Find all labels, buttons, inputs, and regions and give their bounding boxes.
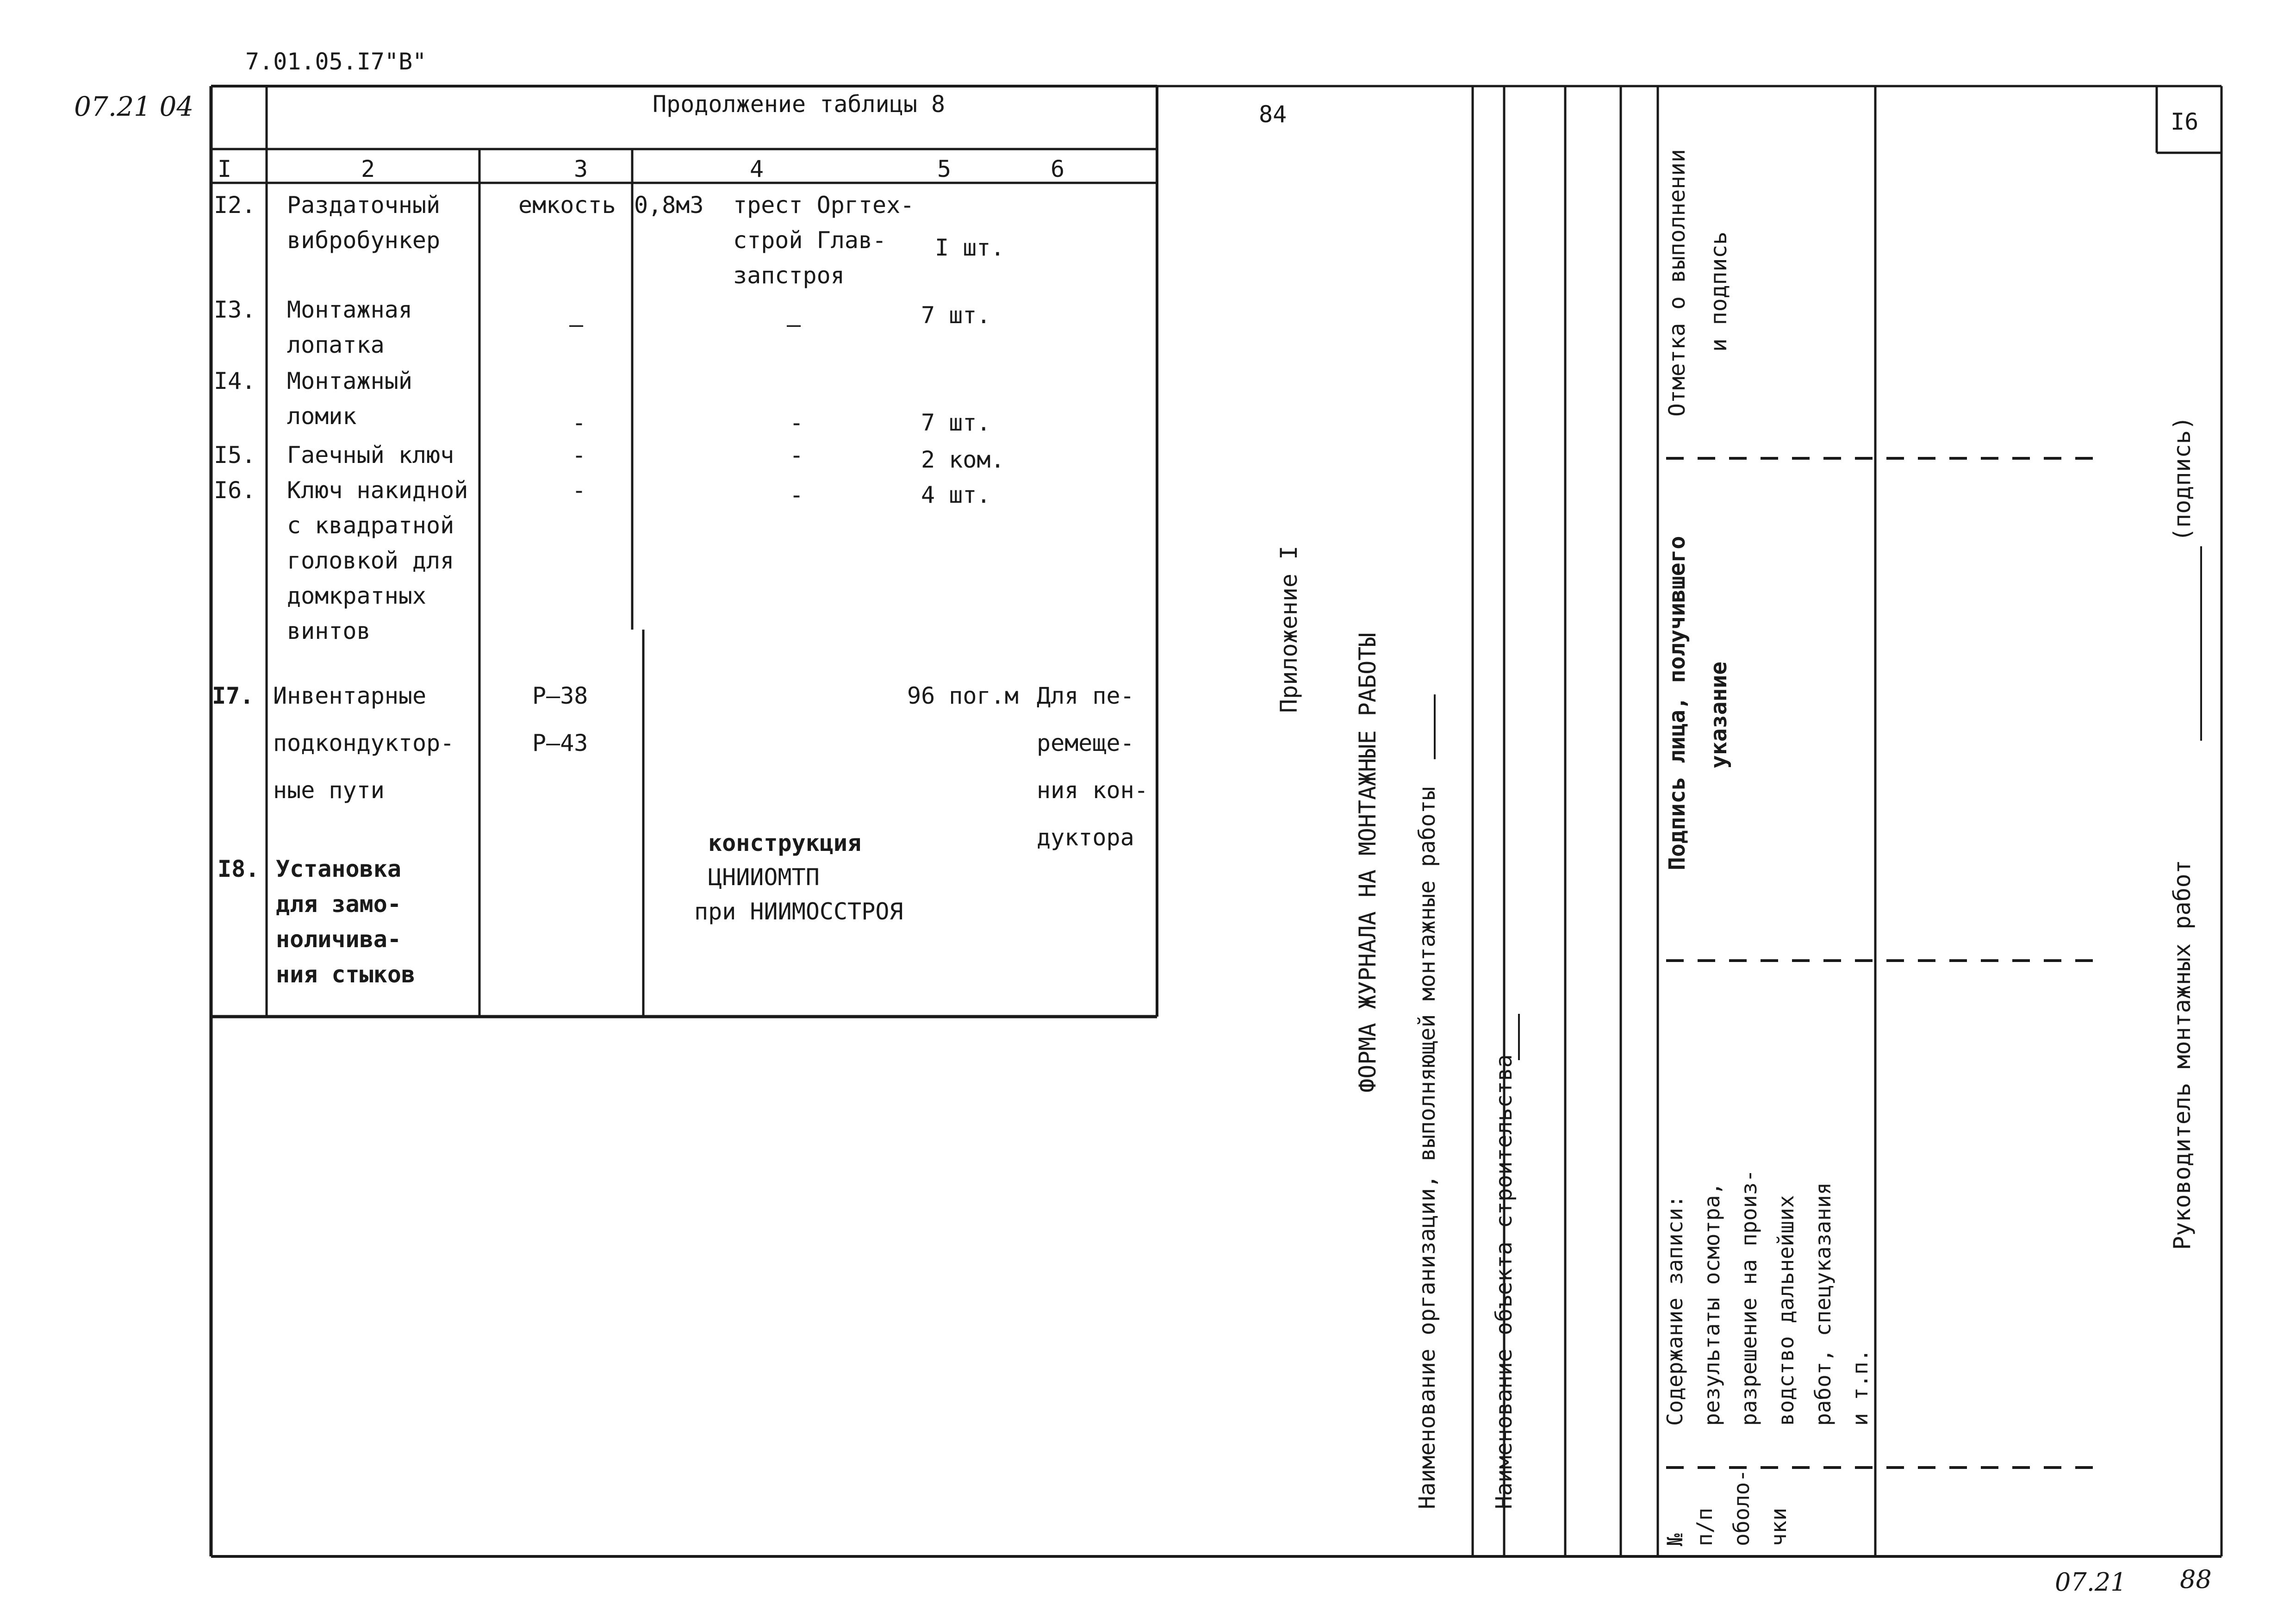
- item-source: запстроя: [733, 262, 845, 289]
- sheet-number: I6: [2171, 108, 2199, 135]
- signature-hint: (подпись): [2169, 416, 2196, 542]
- item-type: –: [569, 311, 584, 338]
- item-name: ноличива-: [276, 926, 401, 953]
- item-note: ремеще-: [1037, 730, 1134, 756]
- item-name: винтов: [287, 618, 371, 644]
- item-note: дуктора: [1037, 824, 1134, 851]
- item-source: трест Оргтех-: [733, 192, 915, 219]
- col-mark: и подпись: [1706, 231, 1732, 352]
- footer-code: 07.21: [2055, 1568, 2127, 1597]
- item-source: -: [790, 442, 804, 468]
- col-header-2: 2: [361, 156, 375, 182]
- item-source: конструкция: [708, 830, 862, 856]
- item-volume: 0,8м3: [634, 192, 704, 219]
- form-title: ФОРМА ЖУРНАЛА НА МОНТАЖНЫЕ РАБОТЫ: [1354, 632, 1381, 1093]
- org-label: Наименование организации, выполняющей монтажные работы: [1414, 787, 1440, 1509]
- col-header-4: 4: [750, 156, 764, 182]
- col-content: разрешение на произ-: [1736, 1169, 1761, 1426]
- col-header-5: 5: [937, 156, 952, 182]
- item-name: Монтажная: [287, 296, 412, 323]
- row-number: I6.: [214, 477, 256, 504]
- item-note: ния кон-: [1037, 777, 1148, 804]
- item-name: головкой для: [287, 547, 454, 574]
- col-content: работ, спецуказания: [1811, 1182, 1836, 1426]
- item-name: домкратных: [287, 582, 427, 609]
- item-name: с квадратной: [287, 512, 454, 539]
- item-quantity: 7 шт.: [921, 409, 991, 436]
- col-num: оболо-: [1729, 1469, 1754, 1546]
- item-source: -: [790, 409, 804, 436]
- item-quantity: 96 пог.м: [907, 682, 1019, 709]
- col-signature: указание: [1706, 661, 1732, 768]
- item-quantity: I шт.: [935, 234, 1005, 261]
- col-signature: Подпись лица, получившего: [1664, 536, 1690, 870]
- col-content: результаты осмотра,: [1699, 1182, 1724, 1426]
- row-number: I5.: [214, 442, 256, 468]
- doc-code: 7.01.05.I7"B": [245, 48, 427, 75]
- row-number: I3.: [214, 296, 256, 323]
- manager-label: Руководитель монтажных работ: [2169, 860, 2196, 1250]
- item-quantity: 2 ком.: [921, 446, 1005, 473]
- row-number: I2.: [214, 192, 256, 219]
- item-source: при НИИМОССТРОЯ: [694, 898, 903, 925]
- item-name: ния стыков: [276, 961, 416, 988]
- item-name: Раздаточный: [287, 192, 441, 219]
- item-name: Установка: [276, 856, 401, 882]
- page-number: 84: [1259, 101, 1287, 128]
- object-label: Наименование объекта строительства: [1491, 1054, 1517, 1509]
- item-quantity: 7 шт.: [921, 302, 991, 329]
- handwritten-code: 07.21 04: [74, 91, 194, 122]
- item-name: подкондуктор-: [273, 730, 454, 756]
- col-content: и т.п.: [1848, 1349, 1873, 1426]
- item-type: Р–43: [532, 730, 588, 756]
- col-header-6: 6: [1051, 156, 1065, 182]
- continuation-title: Продолжение таблицы 8: [653, 91, 946, 118]
- item-source: ЦНИИОМТП: [708, 864, 820, 891]
- col-header-3: 3: [574, 156, 588, 182]
- item-name: для замо-: [276, 891, 401, 918]
- item-name: лопатка: [287, 331, 385, 358]
- item-name: вибробункер: [287, 227, 441, 254]
- item-type: -: [572, 442, 586, 468]
- item-type: -: [572, 477, 586, 504]
- col-num: №: [1662, 1533, 1687, 1546]
- footer-page: 88: [2180, 1565, 2212, 1594]
- item-type: Р–38: [532, 682, 588, 709]
- item-type: -: [572, 409, 586, 436]
- item-source: строй Глав-: [733, 227, 887, 254]
- col-num: чки: [1766, 1507, 1791, 1546]
- col-mark: Отметка о выполнении: [1664, 149, 1690, 417]
- col-content: водство дальнейших: [1773, 1195, 1798, 1426]
- row-number: I7.: [212, 682, 254, 709]
- item-name: ломик: [287, 403, 357, 430]
- col-content: Содержание записи:: [1662, 1195, 1687, 1426]
- item-name: Гаечный ключ: [287, 442, 454, 468]
- item-type: емкость: [518, 192, 616, 219]
- item-name: Инвентарные: [273, 682, 427, 709]
- item-name: Монтажный: [287, 368, 412, 394]
- item-name: ные пути: [273, 777, 385, 804]
- item-note: Для пе-: [1037, 682, 1134, 709]
- item-source: –: [787, 311, 801, 338]
- item-name: Ключ накидной: [287, 477, 468, 504]
- col-header-1: I: [218, 156, 232, 182]
- row-number: I4.: [214, 368, 256, 394]
- row-number: I8.: [218, 856, 260, 882]
- item-quantity: 4 шт.: [921, 481, 991, 508]
- item-source: -: [790, 481, 804, 508]
- appendix-label: Приложение I: [1276, 545, 1302, 713]
- col-num: п/п: [1692, 1507, 1717, 1546]
